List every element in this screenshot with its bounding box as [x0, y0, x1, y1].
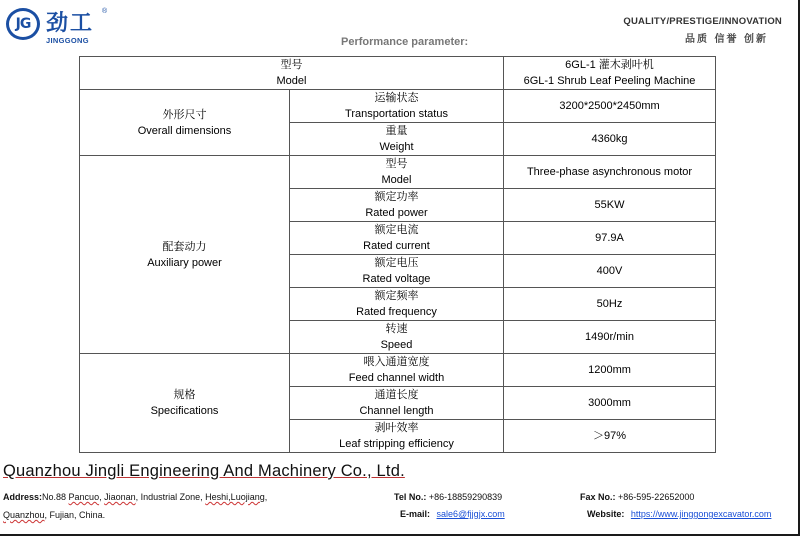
group-label-en: Overall dimensions — [137, 124, 232, 137]
email-link[interactable]: sale6@fjjgjx.com — [436, 509, 505, 519]
performance-table — [79, 56, 716, 453]
model-label-en: Model — [276, 75, 307, 87]
param-value: Three-phase asynchronous motor — [504, 156, 716, 189]
registered-mark: ® — [102, 8, 108, 15]
group-label-cn: 外形尺寸 — [162, 108, 207, 121]
address-part: No.88 — [42, 492, 69, 502]
address-label: Address: — [3, 492, 43, 502]
address-part: , — [264, 492, 268, 502]
param-label-en: Weight — [379, 141, 414, 153]
model-value-en: 6GL-1 Shrub Leaf Peeling Machine — [523, 75, 696, 87]
param-cell — [290, 387, 504, 420]
param-value: 50Hz — [504, 288, 716, 321]
fax-label: Fax No.: — [580, 492, 616, 502]
param-label-en: Channel length — [359, 405, 434, 417]
model-value-cn: 6GL-1 灌木剥叶机 — [565, 59, 654, 71]
param-label-cn: 额定电流 — [374, 224, 419, 236]
param-label-en: Rated voltage — [362, 273, 431, 285]
param-label-cn: 通道长度 — [374, 389, 419, 401]
model-label-cn: 型号 — [280, 59, 303, 71]
logo-chinese-name: 劲工 — [46, 11, 95, 36]
param-value: 55KW — [504, 189, 716, 222]
param-label-cn: 运输状态 — [374, 92, 419, 104]
param-cell — [290, 123, 504, 156]
address-part: , — [99, 492, 105, 502]
param-cell — [290, 189, 504, 222]
group-label-en: Auxiliary power — [147, 256, 222, 269]
tel-info — [394, 492, 502, 502]
company-logo — [6, 4, 146, 46]
table-row — [80, 354, 716, 387]
model-label-cell — [80, 57, 504, 90]
param-label-cn: 额定频率 — [374, 290, 419, 302]
param-value: 97.9A — [504, 222, 716, 255]
group-cell-specifications — [80, 354, 290, 453]
param-label-en: Rated power — [365, 207, 428, 219]
logo-mark: JG — [6, 8, 40, 40]
param-cell — [290, 222, 504, 255]
param-label-en: Speed — [380, 339, 413, 351]
param-label-en: Leaf stripping efficiency — [339, 438, 454, 450]
table-row — [80, 156, 716, 189]
param-cell — [290, 156, 504, 189]
param-cell — [290, 255, 504, 288]
table-row-model — [80, 57, 716, 90]
param-label-en: Feed channel width — [348, 372, 445, 384]
group-cell-dimensions — [80, 90, 290, 156]
param-value: 4360kg — [504, 123, 716, 156]
param-label-cn: 额定功率 — [374, 191, 419, 203]
tel-value: +86-18859290839 — [428, 492, 503, 502]
param-value: 400V — [504, 255, 716, 288]
param-label-en: Rated current — [363, 240, 430, 252]
group-label-cn: 规格 — [173, 389, 196, 401]
param-value: 1200mm — [504, 354, 716, 387]
param-cell — [290, 90, 504, 123]
address-part: , Industrial Zone, — [135, 492, 206, 502]
param-cell — [290, 321, 504, 354]
performance-title: Performance parameter: — [341, 36, 469, 48]
group-cell-power — [80, 156, 290, 354]
website-link[interactable]: https://www.jinggongexcavator.com — [630, 509, 772, 519]
slogan-chinese: 品质 信誉 创新 — [685, 34, 768, 45]
param-value: 3000mm — [504, 387, 716, 420]
param-label-cn: 型号 — [385, 158, 408, 170]
fax-value: +86-595-22652000 — [618, 492, 695, 502]
param-cell — [290, 288, 504, 321]
group-label-en: Specifications — [150, 405, 219, 417]
param-cell — [290, 420, 504, 453]
address-part: Jiaonan — [104, 492, 136, 502]
param-value: ＞97% — [504, 420, 716, 453]
param-label-cn: 喂入通道宽度 — [363, 356, 430, 368]
email-label: E-mail: — [400, 509, 431, 519]
email-info — [400, 509, 505, 519]
address-part: Heshi,Luojiang — [205, 492, 265, 502]
website-info — [587, 509, 771, 519]
fax-info — [580, 492, 694, 502]
param-label-en: Model — [381, 174, 412, 186]
param-label-en: Rated frequency — [356, 306, 437, 318]
company-name: Quanzhou Jingli Engineering And Machinery Co., Ltd. — [3, 462, 405, 480]
param-label-cn: 剥叶效率 — [374, 422, 419, 434]
param-label-cn: 额定电压 — [374, 257, 419, 269]
slogan-english: QUALITY/PRESTIGE/INNOVATION — [623, 16, 782, 27]
website-label: Website: — [587, 509, 625, 519]
group-label-cn: 配套动力 — [162, 240, 207, 253]
address-part: , Fujian, China. — [44, 510, 106, 520]
param-cell — [290, 354, 504, 387]
param-label-cn: 重量 — [385, 125, 408, 137]
address-part: Quanzhou — [3, 510, 45, 520]
logo-english-name: JINGGONG — [46, 36, 89, 45]
address-line-1 — [3, 492, 267, 502]
table-row — [80, 90, 716, 123]
model-value-cell — [504, 57, 716, 90]
param-value: 1490r/min — [504, 321, 716, 354]
address-line-2 — [3, 510, 105, 520]
param-value: 3200*2500*2450mm — [504, 90, 716, 123]
param-label-cn: 转速 — [385, 323, 408, 335]
address-part: Pancuo — [68, 492, 100, 502]
param-label-en: Transportation status — [345, 108, 448, 120]
tel-label: Tel No.: — [394, 492, 427, 502]
